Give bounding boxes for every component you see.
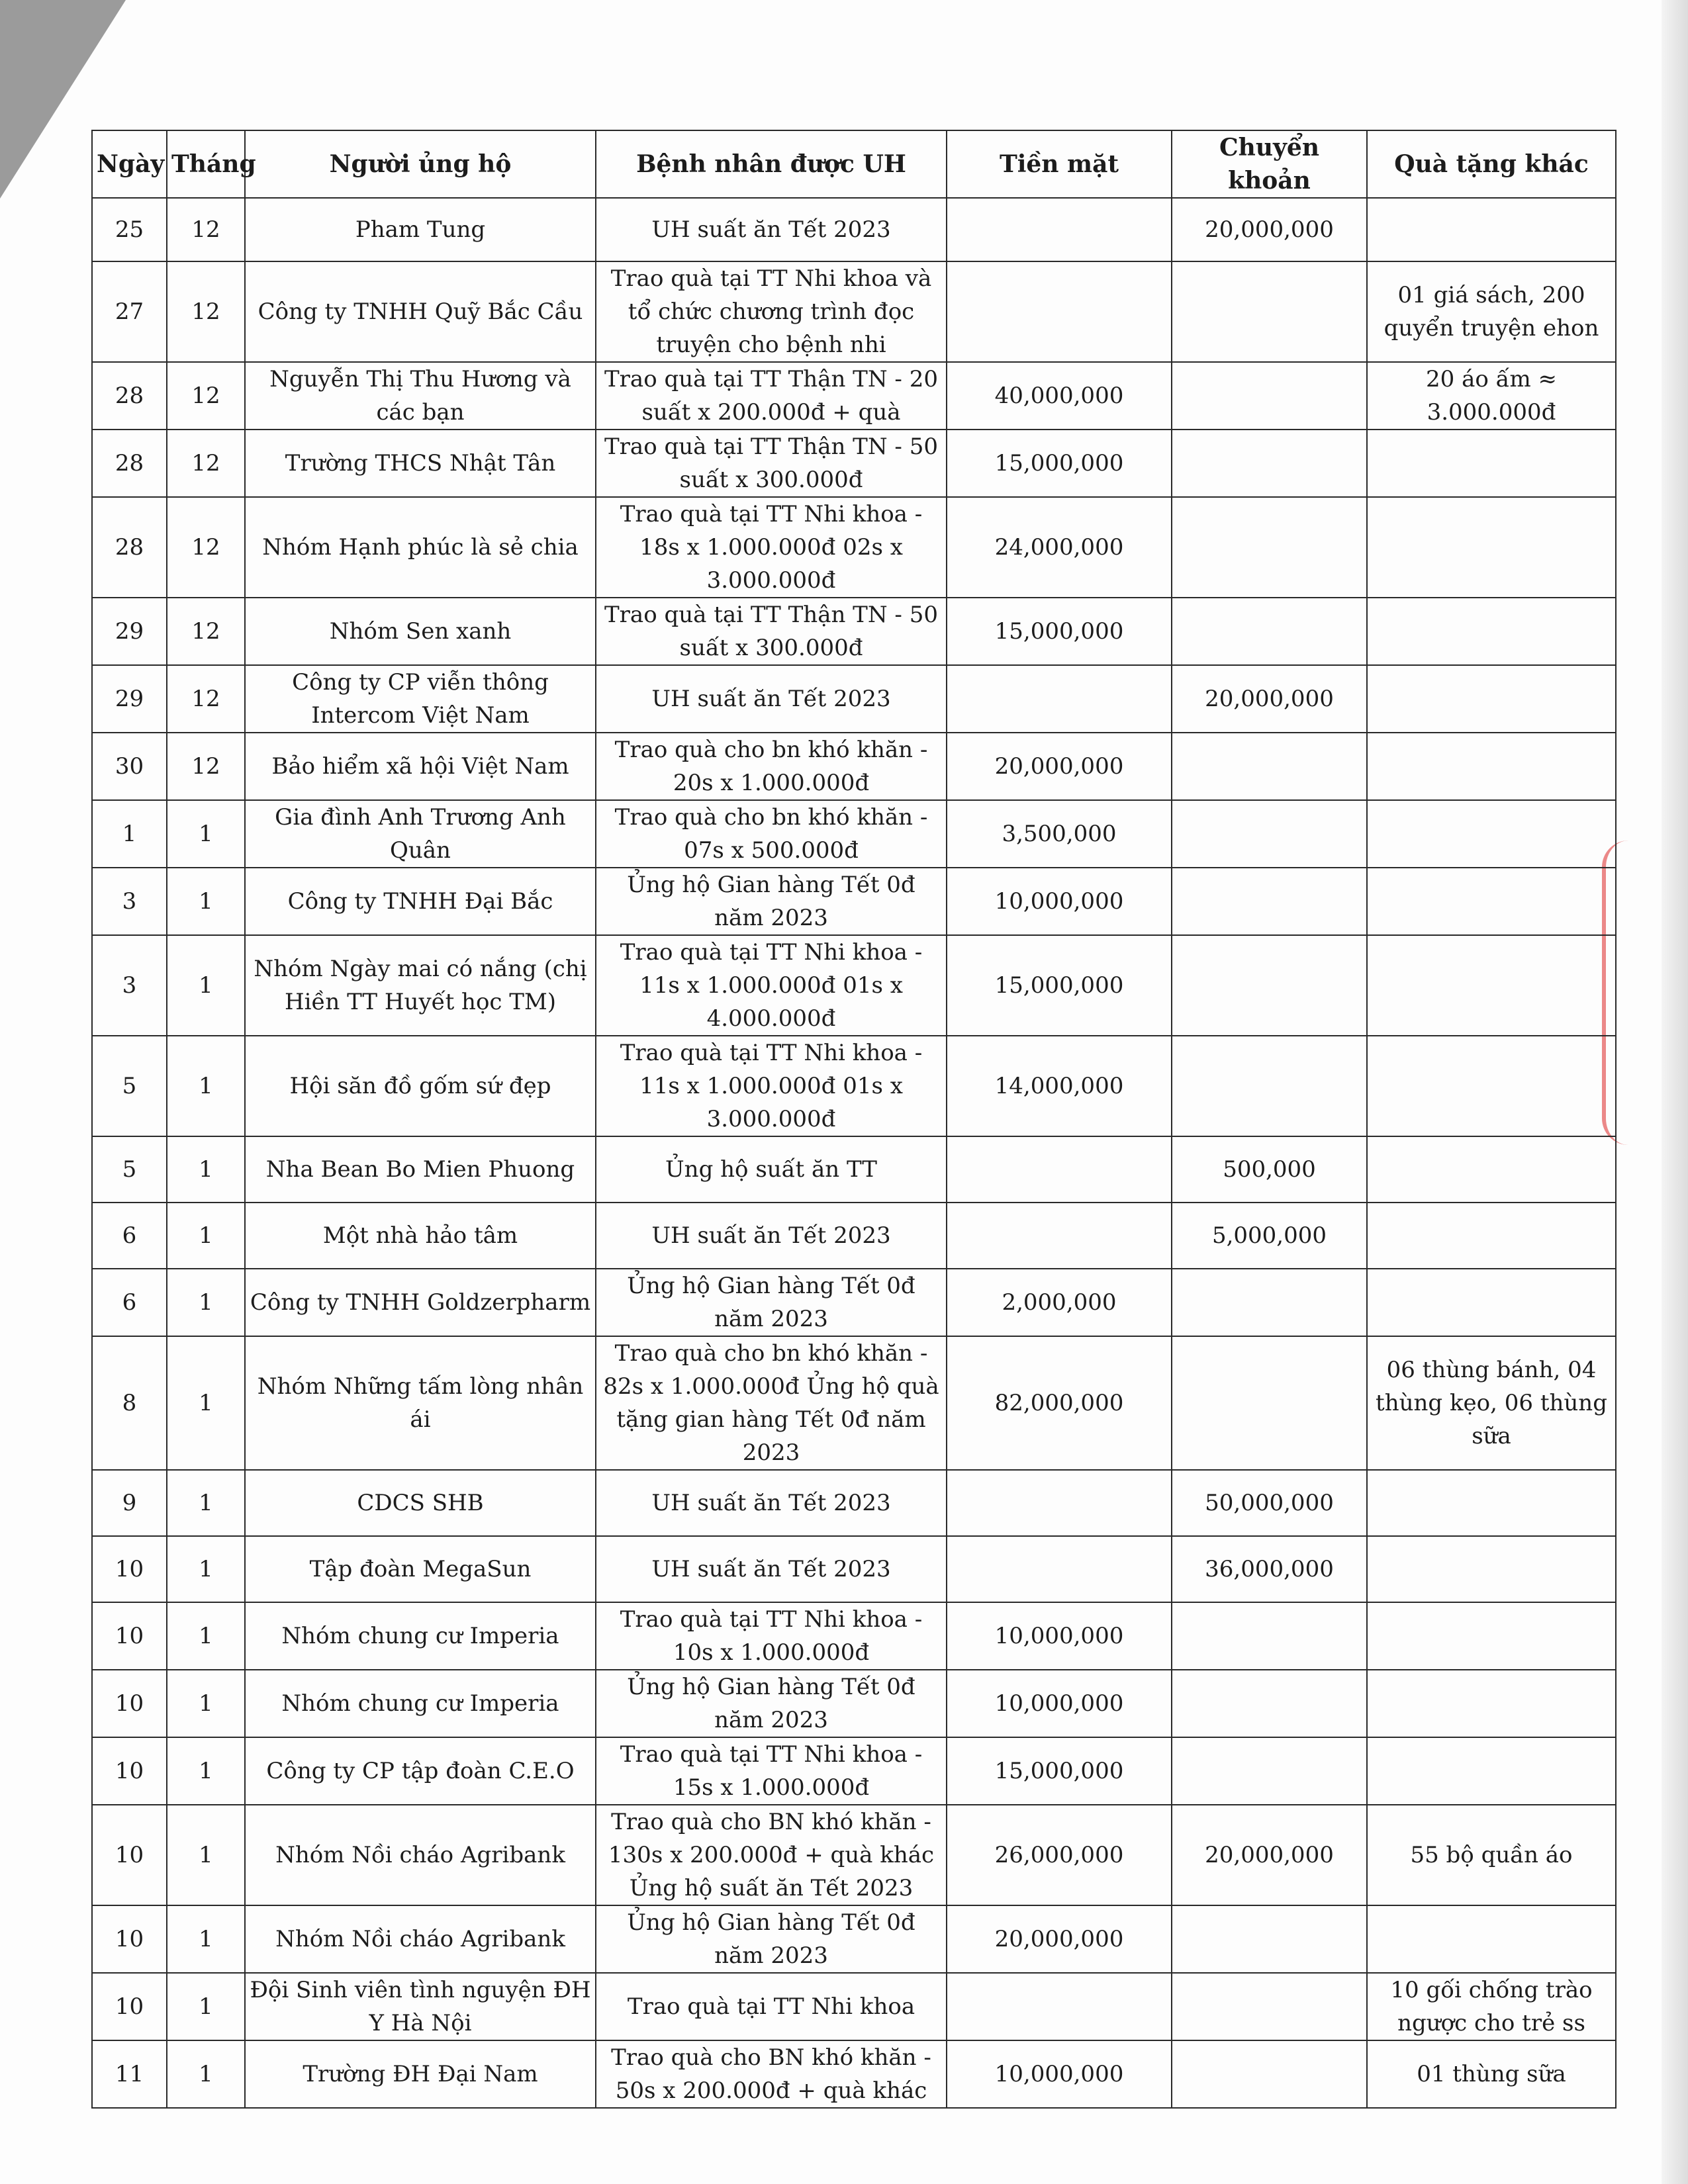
table-row — [92, 868, 1616, 935]
cell-day: 28 — [92, 430, 167, 497]
table-row — [92, 1905, 1616, 1973]
cell-cash: 82,000,000 — [947, 1336, 1172, 1470]
cell-donor: Công ty TNHH Goldzerpharm — [245, 1269, 596, 1336]
cell-patient: Ủng hộ Gian hàng Tết 0đ năm 2023 — [596, 1905, 947, 1973]
cell-gift: 55 bộ quần áo — [1367, 1805, 1616, 1905]
cell-month: 1 — [167, 1470, 245, 1536]
cell-gift — [1367, 1136, 1616, 1203]
cell-month: 1 — [167, 1905, 245, 1973]
cell-donor: Nhóm Nồi cháo Agribank — [245, 1905, 596, 1973]
table-row — [92, 1269, 1616, 1336]
cell-gift: 01 thùng sữa — [1367, 2040, 1616, 2108]
cell-donor: Nhóm Hạnh phúc là sẻ chia — [245, 497, 596, 598]
cell-month: 1 — [167, 1737, 245, 1805]
cell-transfer — [1172, 1973, 1367, 2040]
cell-gift — [1367, 1737, 1616, 1805]
cell-month: 1 — [167, 868, 245, 935]
cell-transfer — [1172, 362, 1367, 430]
cell-day: 6 — [92, 1269, 167, 1336]
cell-month: 1 — [167, 1269, 245, 1336]
table-row — [92, 733, 1616, 800]
cell-gift — [1367, 935, 1616, 1036]
cell-patient: UH suất ăn Tết 2023 — [596, 665, 947, 733]
table-row — [92, 261, 1616, 362]
cell-month: 1 — [167, 1670, 245, 1737]
cell-cash — [947, 1536, 1172, 1602]
cell-month: 12 — [167, 362, 245, 430]
cell-patient: Trao quà tại TT Nhi khoa - 15s x 1.000.000đ — [596, 1737, 947, 1805]
cell-patient: Trao quà tại TT Nhi khoa - 18s x 1.000.000đ 02s x 3.000.000đ — [596, 497, 947, 598]
cell-patient: UH suất ăn Tết 2023 — [596, 1536, 947, 1602]
cell-gift: 10 gối chống trào ngược cho trẻ ss — [1367, 1973, 1616, 2040]
cell-cash: 20,000,000 — [947, 733, 1172, 800]
cell-cash: 10,000,000 — [947, 2040, 1172, 2108]
header-patient: Bệnh nhân được UH — [596, 130, 947, 198]
cell-patient: Trao quà cho bn khó khăn - 20s x 1.000.000đ — [596, 733, 947, 800]
table-row — [92, 1203, 1616, 1269]
cell-month: 12 — [167, 261, 245, 362]
cell-day: 28 — [92, 497, 167, 598]
cell-cash — [947, 261, 1172, 362]
cell-cash: 14,000,000 — [947, 1036, 1172, 1136]
donation-table — [91, 130, 1617, 2109]
cell-donor: Công ty TNHH Đại Bắc — [245, 868, 596, 935]
cell-transfer — [1172, 868, 1367, 935]
cell-donor: Hội săn đồ gốm sứ đẹp — [245, 1036, 596, 1136]
cell-cash — [947, 1973, 1172, 2040]
cell-patient: Ủng hộ Gian hàng Tết 0đ năm 2023 — [596, 1269, 947, 1336]
cell-cash: 15,000,000 — [947, 1737, 1172, 1805]
cell-day: 29 — [92, 598, 167, 665]
cell-cash: 24,000,000 — [947, 497, 1172, 598]
cell-patient: UH suất ăn Tết 2023 — [596, 1470, 947, 1536]
cell-donor: Nguyễn Thị Thu Hương và các bạn — [245, 362, 596, 430]
table-row — [92, 362, 1616, 430]
cell-gift — [1367, 598, 1616, 665]
cell-transfer — [1172, 497, 1367, 598]
cell-patient: Trao quà tại TT Nhi khoa — [596, 1973, 947, 2040]
cell-transfer: 20,000,000 — [1172, 198, 1367, 261]
cell-transfer: 20,000,000 — [1172, 665, 1367, 733]
cell-patient: Trao quà cho bn khó khăn - 82s x 1.000.000đ Ủng hộ quà tặng gian hàng Tết 0đ năm 2023 — [596, 1336, 947, 1470]
table-row — [92, 800, 1616, 868]
cell-patient: Ủng hộ Gian hàng Tết 0đ năm 2023 — [596, 868, 947, 935]
cell-cash: 10,000,000 — [947, 868, 1172, 935]
cell-day: 3 — [92, 868, 167, 935]
cell-gift — [1367, 1036, 1616, 1136]
cell-gift — [1367, 497, 1616, 598]
cell-patient: Trao quà tại TT Nhi khoa - 11s x 1.000.000đ 01s x 3.000.000đ — [596, 1036, 947, 1136]
cell-month: 12 — [167, 665, 245, 733]
cell-patient: Trao quà tại TT Thận TN - 20 suất x 200.000đ + quà — [596, 362, 947, 430]
cell-day: 8 — [92, 1336, 167, 1470]
cell-day: 11 — [92, 2040, 167, 2108]
cell-day: 6 — [92, 1203, 167, 1269]
cell-month: 12 — [167, 733, 245, 800]
cell-month: 1 — [167, 2040, 245, 2108]
header-day: Ngày — [92, 130, 167, 198]
cell-cash: 2,000,000 — [947, 1269, 1172, 1336]
cell-gift — [1367, 665, 1616, 733]
header-cash: Tiền mặt — [947, 130, 1172, 198]
cell-donor: Tập đoàn MegaSun — [245, 1536, 596, 1602]
table-row — [92, 198, 1616, 261]
cell-transfer — [1172, 1269, 1367, 1336]
table-row — [92, 1336, 1616, 1470]
table-body — [92, 198, 1616, 2108]
cell-cash — [947, 665, 1172, 733]
cell-donor: Pham Tung — [245, 198, 596, 261]
cell-month: 1 — [167, 1805, 245, 1905]
cell-donor: Nhóm Nồi cháo Agribank — [245, 1805, 596, 1905]
cell-donor: Bảo hiểm xã hội Việt Nam — [245, 733, 596, 800]
cell-gift — [1367, 198, 1616, 261]
cell-day: 10 — [92, 1737, 167, 1805]
cell-day: 25 — [92, 198, 167, 261]
cell-day: 27 — [92, 261, 167, 362]
cell-gift: 06 thùng bánh, 04 thùng kẹo, 06 thùng sữa — [1367, 1336, 1616, 1470]
table-row — [92, 1973, 1616, 2040]
table-row — [92, 2040, 1616, 2108]
cell-month: 1 — [167, 1973, 245, 2040]
cell-donor: Nhóm chung cư Imperia — [245, 1670, 596, 1737]
cell-transfer — [1172, 935, 1367, 1036]
cell-donor: Nhóm chung cư Imperia — [245, 1602, 596, 1670]
cell-cash — [947, 1136, 1172, 1203]
cell-transfer — [1172, 598, 1367, 665]
header-month: Tháng — [167, 130, 245, 198]
cell-gift — [1367, 1470, 1616, 1536]
cell-cash — [947, 198, 1172, 261]
cell-transfer: 5,000,000 — [1172, 1203, 1367, 1269]
cell-patient: Trao quà tại TT Thận TN - 50 suất x 300.000đ — [596, 598, 947, 665]
cell-cash: 15,000,000 — [947, 430, 1172, 497]
cell-month: 1 — [167, 1036, 245, 1136]
cell-cash: 15,000,000 — [947, 935, 1172, 1036]
cell-transfer — [1172, 800, 1367, 868]
cell-month: 1 — [167, 935, 245, 1036]
cell-donor: Đội Sinh viên tình nguyện ĐH Y Hà Nội — [245, 1973, 596, 2040]
cell-cash: 10,000,000 — [947, 1602, 1172, 1670]
cell-cash: 40,000,000 — [947, 362, 1172, 430]
cell-cash: 26,000,000 — [947, 1805, 1172, 1905]
table-row — [92, 1602, 1616, 1670]
cell-transfer: 500,000 — [1172, 1136, 1367, 1203]
cell-transfer — [1172, 1336, 1367, 1470]
cell-gift — [1367, 1602, 1616, 1670]
cell-day: 28 — [92, 362, 167, 430]
header-donor: Người ủng hộ — [245, 130, 596, 198]
cell-patient: UH suất ăn Tết 2023 — [596, 1203, 947, 1269]
cell-day: 10 — [92, 1973, 167, 2040]
cell-gift — [1367, 1203, 1616, 1269]
table-row — [92, 1805, 1616, 1905]
cell-patient: Trao quà tại TT Nhi khoa - 11s x 1.000.000đ 01s x 4.000.000đ — [596, 935, 947, 1036]
cell-donor: Nhóm Những tấm lòng nhân ái — [245, 1336, 596, 1470]
cell-cash — [947, 1470, 1172, 1536]
cell-month: 1 — [167, 1136, 245, 1203]
cell-day: 10 — [92, 1805, 167, 1905]
cell-month: 1 — [167, 1536, 245, 1602]
cell-cash: 3,500,000 — [947, 800, 1172, 868]
cell-donor: Gia đình Anh Trương Anh Quân — [245, 800, 596, 868]
cell-day: 3 — [92, 935, 167, 1036]
cell-month: 12 — [167, 598, 245, 665]
cell-day: 29 — [92, 665, 167, 733]
cell-cash: 10,000,000 — [947, 1670, 1172, 1737]
cell-day: 10 — [92, 1905, 167, 1973]
cell-gift — [1367, 430, 1616, 497]
cell-gift — [1367, 800, 1616, 868]
cell-transfer — [1172, 430, 1367, 497]
cell-transfer — [1172, 733, 1367, 800]
cell-month: 12 — [167, 497, 245, 598]
cell-donor: Nha Bean Bo Mien Phuong — [245, 1136, 596, 1203]
cell-cash: 15,000,000 — [947, 598, 1172, 665]
cell-gift — [1367, 733, 1616, 800]
table-row — [92, 1737, 1616, 1805]
table-row — [92, 1670, 1616, 1737]
cell-donor: Công ty CP viễn thông Intercom Việt Nam — [245, 665, 596, 733]
table-row — [92, 1470, 1616, 1536]
cell-donor: Nhóm Sen xanh — [245, 598, 596, 665]
cell-day: 5 — [92, 1136, 167, 1203]
cell-patient: Trao quà tại TT Nhi khoa - 10s x 1.000.000đ — [596, 1602, 947, 1670]
cell-gift — [1367, 1269, 1616, 1336]
table-row — [92, 935, 1616, 1036]
cell-cash: 20,000,000 — [947, 1905, 1172, 1973]
table-row — [92, 598, 1616, 665]
cell-gift — [1367, 1536, 1616, 1602]
cell-donor: Công ty TNHH Quỹ Bắc Cầu — [245, 261, 596, 362]
table-header-row — [92, 130, 1616, 198]
cell-transfer — [1172, 1036, 1367, 1136]
cell-transfer — [1172, 1737, 1367, 1805]
cell-transfer — [1172, 1905, 1367, 1973]
table-row — [92, 497, 1616, 598]
cell-day: 10 — [92, 1670, 167, 1737]
cell-transfer: 50,000,000 — [1172, 1470, 1367, 1536]
cell-patient: Ủng hộ Gian hàng Tết 0đ năm 2023 — [596, 1670, 947, 1737]
cell-gift: 01 giá sách, 200 quyển truyện ehon — [1367, 261, 1616, 362]
cell-transfer: 20,000,000 — [1172, 1805, 1367, 1905]
header-transfer: Chuyển khoản — [1172, 130, 1367, 198]
cell-transfer — [1172, 1602, 1367, 1670]
cell-patient: Trao quà cho BN khó khăn - 130s x 200.000đ + quà khác Ủng hộ suất ăn Tết 2023 — [596, 1805, 947, 1905]
cell-day: 5 — [92, 1036, 167, 1136]
cell-transfer — [1172, 2040, 1367, 2108]
cell-gift: 20 áo ấm ≈ 3.000.000đ — [1367, 362, 1616, 430]
cell-day: 30 — [92, 733, 167, 800]
cell-donor: Công ty CP tập đoàn C.E.O — [245, 1737, 596, 1805]
cell-day: 10 — [92, 1602, 167, 1670]
cell-patient: Ủng hộ suất ăn TT — [596, 1136, 947, 1203]
cell-transfer: 36,000,000 — [1172, 1536, 1367, 1602]
cell-donor: Nhóm Ngày mai có nắng (chị Hiền TT Huyết học TM) — [245, 935, 596, 1036]
cell-donor: Trường THCS Nhật Tân — [245, 430, 596, 497]
cell-month: 1 — [167, 800, 245, 868]
cell-gift — [1367, 1905, 1616, 1973]
cell-cash — [947, 1203, 1172, 1269]
cell-day: 9 — [92, 1470, 167, 1536]
cell-gift — [1367, 1670, 1616, 1737]
cell-patient: Trao quà tại TT Thận TN - 50 suất x 300.000đ — [596, 430, 947, 497]
table-row — [92, 1136, 1616, 1203]
cell-month: 1 — [167, 1602, 245, 1670]
cell-day: 10 — [92, 1536, 167, 1602]
cell-month: 1 — [167, 1203, 245, 1269]
header-gift: Quà tặng khác — [1367, 130, 1616, 198]
cell-donor: Trường ĐH Đại Nam — [245, 2040, 596, 2108]
cell-donor: CDCS SHB — [245, 1470, 596, 1536]
cell-patient: Trao quà cho BN khó khăn - 50s x 200.000đ + quà khác — [596, 2040, 947, 2108]
cell-month: 12 — [167, 198, 245, 261]
cell-day: 1 — [92, 800, 167, 868]
cell-gift — [1367, 868, 1616, 935]
cell-patient: Trao quà tại TT Nhi khoa và tổ chức chương trình đọc truyện cho bệnh nhi — [596, 261, 947, 362]
table-row — [92, 665, 1616, 733]
table-row — [92, 1036, 1616, 1136]
cell-transfer — [1172, 1670, 1367, 1737]
cell-month: 1 — [167, 1336, 245, 1470]
table-row — [92, 1536, 1616, 1602]
table-row — [92, 430, 1616, 497]
cell-month: 12 — [167, 430, 245, 497]
cell-transfer — [1172, 261, 1367, 362]
cell-patient: UH suất ăn Tết 2023 — [596, 198, 947, 261]
cell-donor: Một nhà hảo tâm — [245, 1203, 596, 1269]
cell-patient: Trao quà cho bn khó khăn - 07s x 500.000đ — [596, 800, 947, 868]
